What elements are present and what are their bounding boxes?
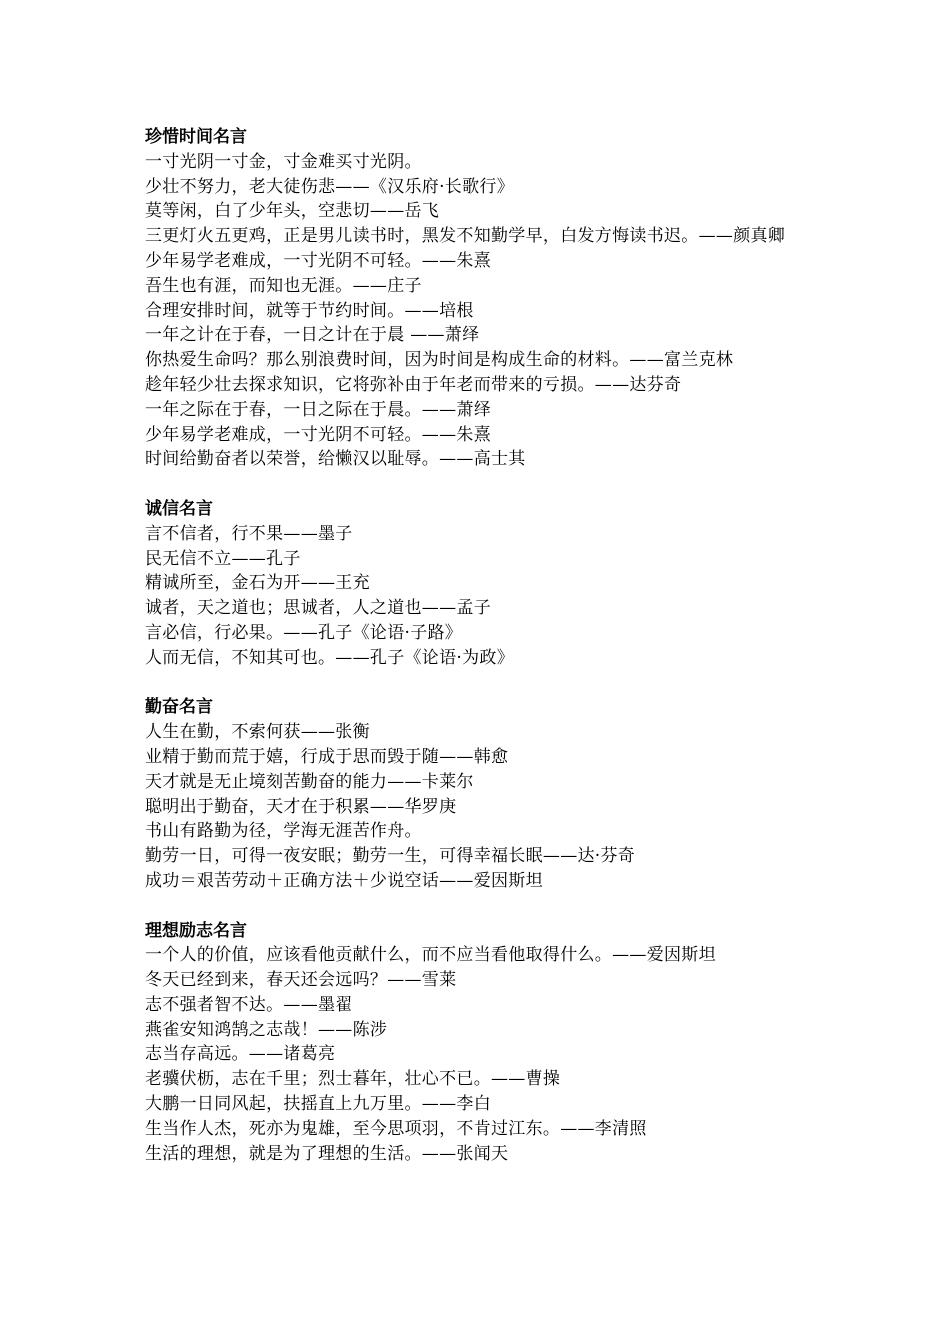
quote-line: 少年易学老难成，一寸光阴不可轻。——朱熹 bbox=[145, 250, 491, 271]
quote-line: 民无信不立——孔子 bbox=[145, 548, 301, 569]
quote-line: 你热爱生命吗？那么别浪费时间，因为时间是构成生命的材料。——富兰克林 bbox=[145, 350, 734, 371]
quote-line: 诚者，天之道也；思诚者，人之道也——孟子 bbox=[145, 598, 491, 619]
quote-line: 志不强者智不达。——墨翟 bbox=[145, 994, 353, 1015]
quote-line: 燕雀安知鸿鹄之志哉！——陈涉 bbox=[145, 1019, 388, 1040]
section-heading: 诚信名言 bbox=[145, 498, 213, 519]
quote-line: 大鹏一日同风起，扶摇直上九万里。——李白 bbox=[145, 1094, 491, 1115]
section bbox=[145, 695, 805, 893]
section bbox=[145, 125, 805, 472]
quote-line: 生当作人杰，死亦为鬼雄，至今思项羽，不肯过江东。——李清照 bbox=[145, 1118, 647, 1139]
section bbox=[145, 919, 805, 1167]
quote-line: 合理安排时间，就等于节约时间。——培根 bbox=[145, 300, 474, 321]
section-heading: 珍惜时间名言 bbox=[145, 127, 247, 147]
quote-line: 业精于勤而荒于嬉，行成于思而毁于随——韩愈 bbox=[145, 746, 509, 767]
quote-line: 聪明出于勤奋，天才在于积累——华罗庚 bbox=[145, 796, 457, 817]
section bbox=[145, 497, 805, 671]
document-page bbox=[145, 125, 805, 1166]
quote-line: 一寸光阴一寸金，寸金难买寸光阴。 bbox=[145, 151, 422, 172]
section-heading: 勤奋名言 bbox=[145, 697, 213, 718]
quote-line: 吾生也有涯，而知也无涯。——庄子 bbox=[145, 275, 422, 296]
quote-line: 成功＝艰苦劳动＋正确方法＋少说空话——爱因斯坦 bbox=[145, 870, 543, 891]
quote-line: 一个人的价值，应该看他贡献什么，而不应当看他取得什么。——爱因斯坦 bbox=[145, 945, 716, 966]
quote-line: 一年之际在于春，一日之际在于晨。——萧绎 bbox=[145, 399, 491, 420]
quote-line: 三更灯火五更鸡，正是男儿读书时，黑发不知勤学早，白发方悔读书迟。——颜真卿 bbox=[145, 226, 786, 247]
quote-line: 言必信，行必果。——孔子《论语·子路》 bbox=[145, 622, 463, 643]
quote-line: 莫等闲，白了少年头，空悲切——岳飞 bbox=[145, 201, 440, 222]
quote-line: 少壮不努力，老大徒伤悲——《汉乐府·长歌行》 bbox=[145, 176, 515, 197]
quote-line: 趁年轻少壮去探求知识，它将弥补由于年老而带来的亏损。——达芬奇 bbox=[145, 374, 682, 395]
quote-line: 人生在勤，不索何获——张衡 bbox=[145, 722, 370, 743]
quote-line: 少年易学老难成，一寸光阴不可轻。——朱熹 bbox=[145, 424, 491, 445]
quote-line: 老骥伏枥，志在千里；烈士暮年，壮心不已。——曹操 bbox=[145, 1069, 561, 1090]
quote-line: 精诚所至，金石为开——王充 bbox=[145, 573, 370, 594]
quote-line: 时间给勤奋者以荣誉，给懒汉以耻辱。——高士其 bbox=[145, 449, 526, 470]
quote-line: 冬天已经到来，春天还会远吗？——雪莱 bbox=[145, 970, 457, 991]
section-heading: 理想励志名言 bbox=[145, 920, 247, 941]
quote-line: 志当存高远。——诸葛亮 bbox=[145, 1044, 336, 1065]
quote-line: 言不信者，行不果——墨子 bbox=[145, 523, 353, 544]
quote-line: 勤劳一日，可得一夜安眠；勤劳一生，可得幸福长眠——达·芬奇 bbox=[145, 846, 636, 867]
quote-line: 生活的理想，就是为了理想的生活。——张闻天 bbox=[145, 1143, 509, 1164]
quote-line: 一年之计在于春，一日之计在于晨 ——萧绎 bbox=[145, 325, 480, 346]
quote-line: 书山有路勤为径，学海无涯苦作舟。 bbox=[145, 821, 422, 842]
quote-line: 天才就是无止境刻苦勤奋的能力——卡莱尔 bbox=[145, 771, 474, 792]
quote-line: 人而无信，不知其可也。——孔子《论语·为政》 bbox=[145, 647, 515, 668]
